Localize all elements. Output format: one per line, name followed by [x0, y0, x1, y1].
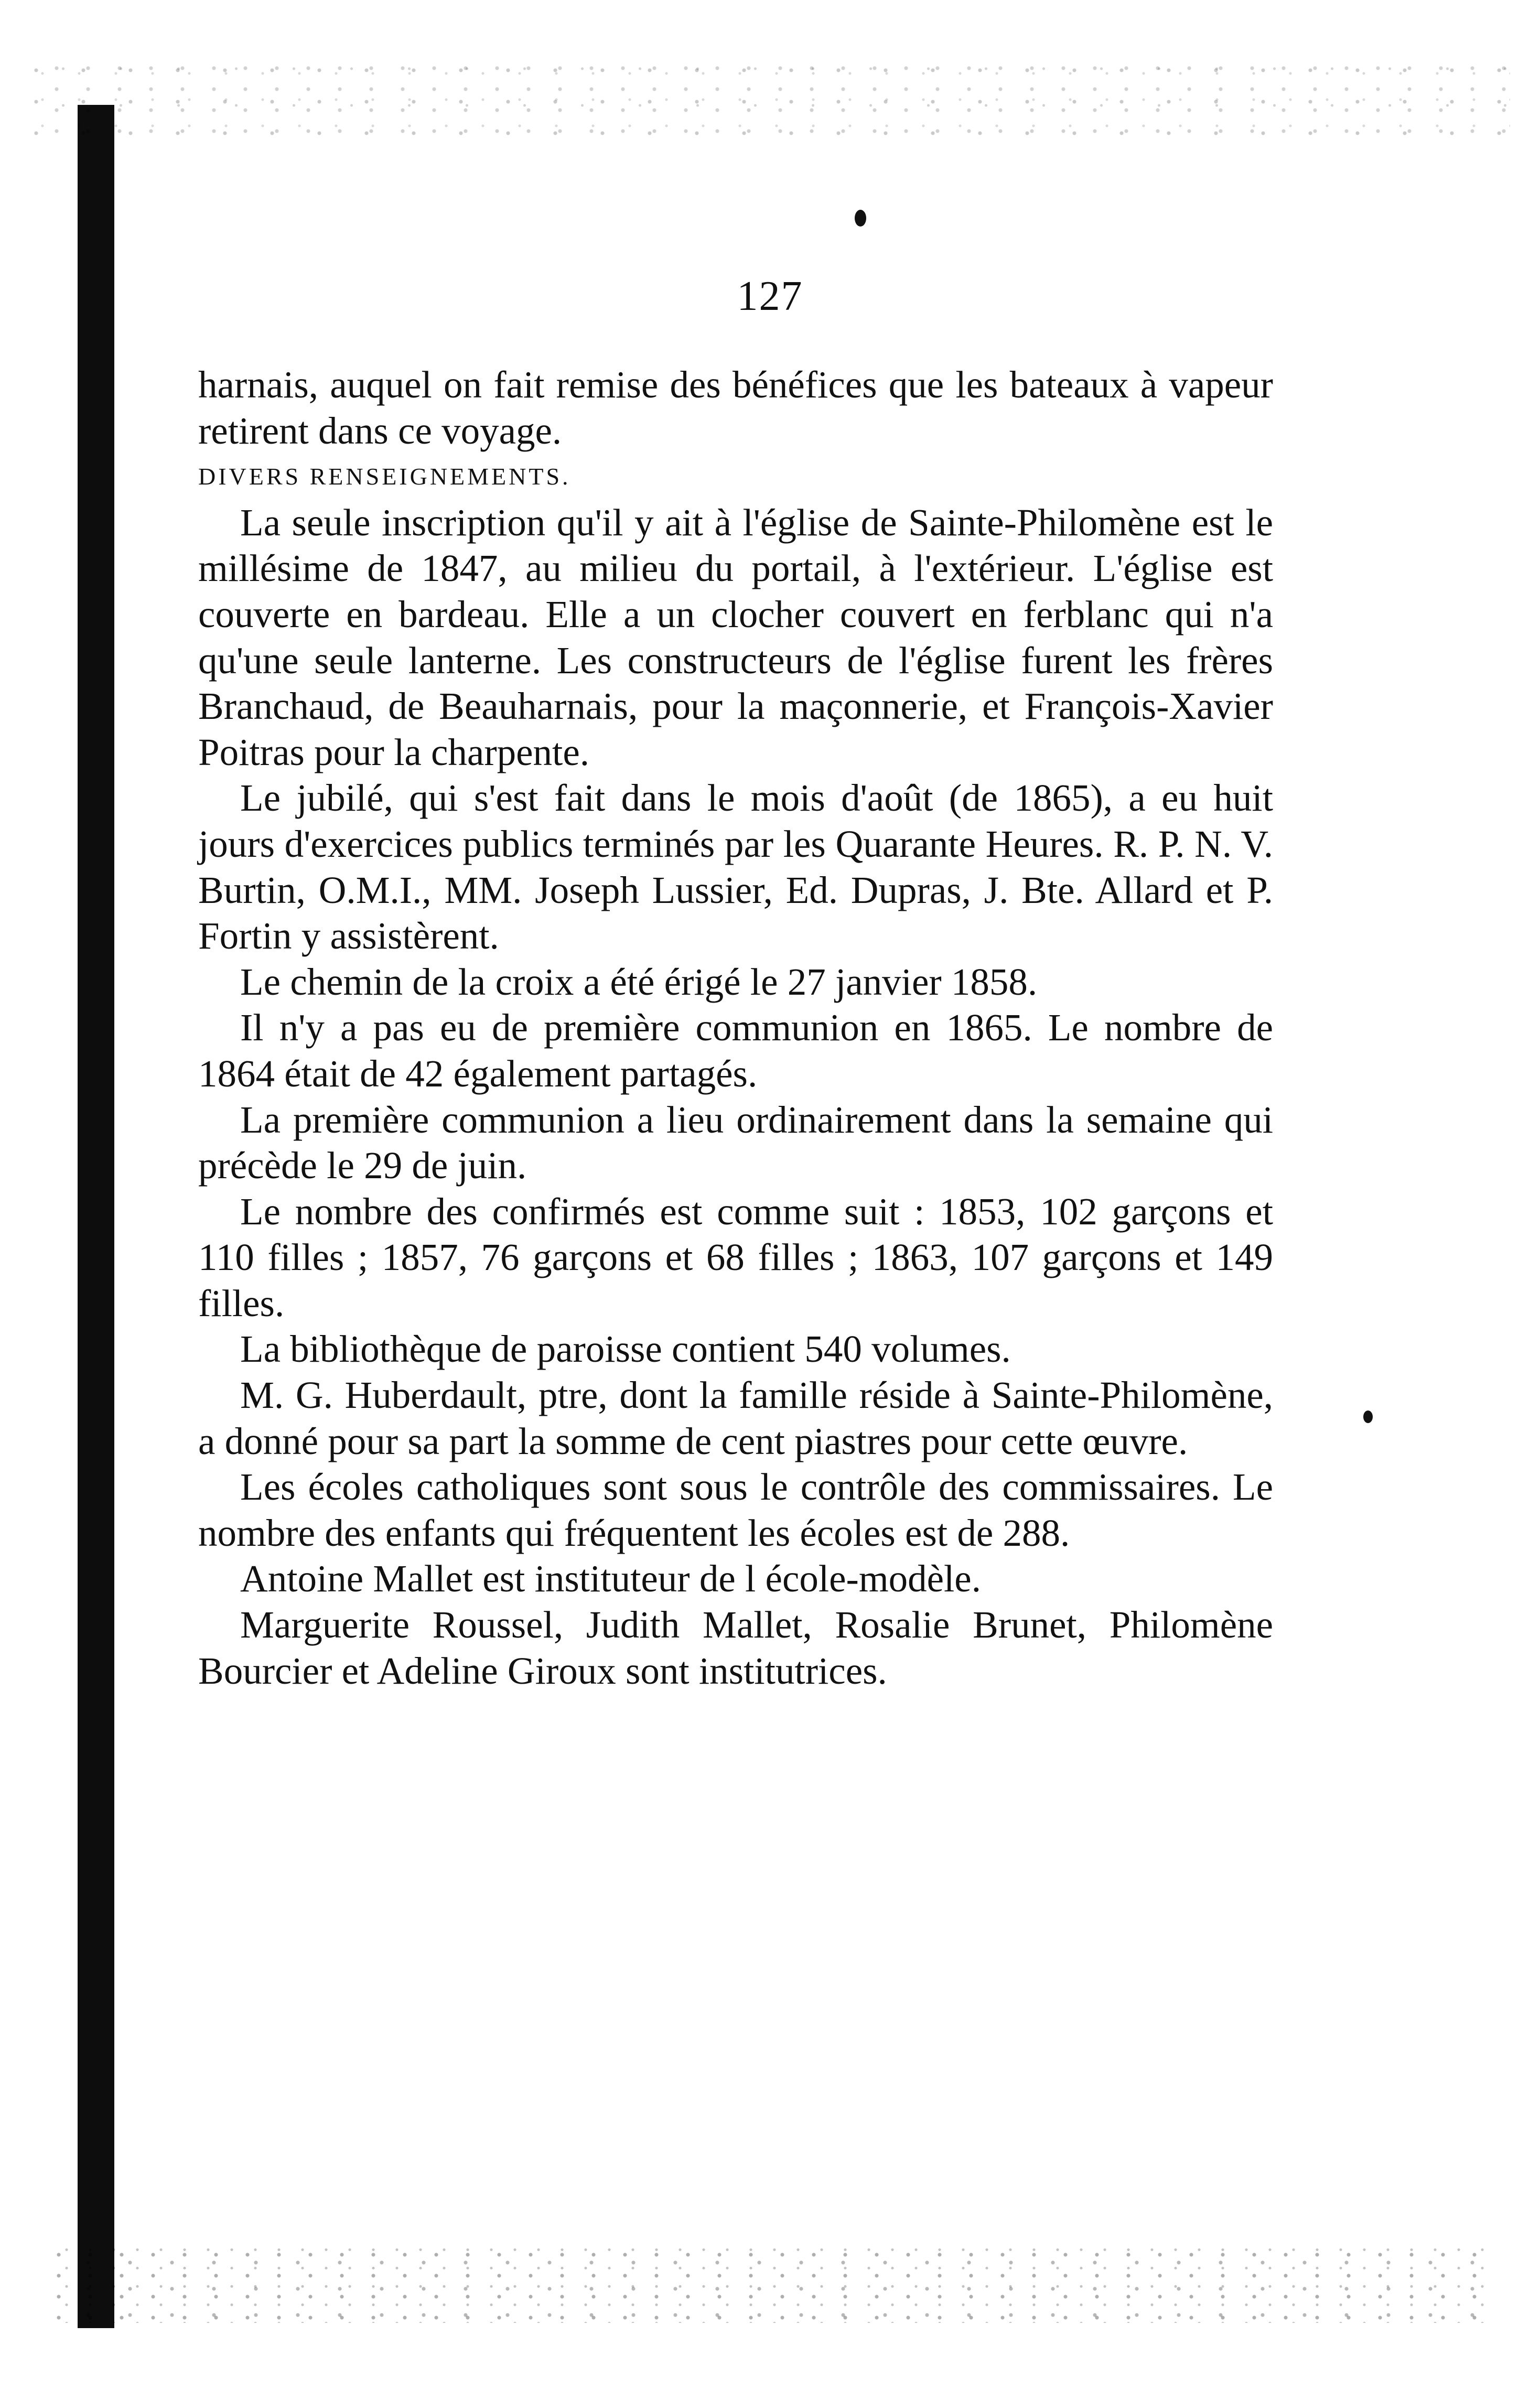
paragraph: Il n'y a pas eu de première communion en 1865. Le nombre de 1864 était de 42 également partagés. — [198, 1006, 1273, 1095]
scan-noise-bottom — [52, 2244, 1500, 2323]
scan-noise-top — [31, 58, 1510, 136]
paragraph: Le nombre des confirmés est comme suit : 1853, 102 garçons et 110 filles ; 1857, 76 garçons et 68 filles ; 1863, 107 garçons et 149 filles. — [198, 1190, 1273, 1325]
paragraph: Le jubilé, qui s'est fait dans le mois d'août (de 1865), a eu huit jours d'exercices publics terminés par les Quarante Heures. R. P. N. V. Burtin, O.M.I., MM. Joseph Lussier, Ed. Dupras, J. Bte. Allard et P. Fortin y assistèrent. — [198, 777, 1273, 957]
paragraph: Antoine Mallet est instituteur de l école-modèle. — [240, 1557, 981, 1600]
paragraph-continuation: harnais, auquel on fait remise des bénéfices que les bateaux à vapeur retirent dans ce voyage. — [198, 363, 1273, 452]
paragraph: La première communion a lieu ordinairement dans la semaine qui précède le 29 de juin. — [198, 1098, 1273, 1187]
page-body — [198, 362, 1273, 1694]
paragraph: La seule inscription qu'il y ait à l'église de Sainte-Philomène est le millésime de 1847, au milieu du portail, à l'extérieur. L'église est couverte en bardeau. Elle a un clocher couvert en ferblanc qui n'a qu'une seule lanterne. Les constructeurs de l'église furent les frères Branchaud, de Beauharnais, pour la maçonnerie, et François-Xavier Poitras pour la charpente. — [198, 501, 1273, 773]
page-number: 127 — [737, 273, 803, 319]
paragraph: Marguerite Roussel, Judith Mallet, Rosalie Brunet, Philomène Bourcier et Adeline Giroux sont institutrices. — [198, 1603, 1273, 1692]
paragraph: Le chemin de la croix a été érigé le 27 janvier 1858. — [240, 960, 1038, 1003]
ink-spot — [855, 210, 866, 227]
section-heading: DIVERS RENSEIGNEMENTS. — [198, 463, 571, 490]
paragraph: Les écoles catholiques sont sous le contrôle des commissaires. Le nombre des enfants qui fréquentent les écoles est de 288. — [198, 1466, 1273, 1554]
ink-spot — [1363, 1411, 1373, 1423]
paragraph: La bibliothèque de paroisse contient 540 volumes. — [240, 1328, 1011, 1371]
page-binding-shadow — [78, 105, 114, 2328]
paragraph: M. G. Huberdault, ptre, dont la famille réside à Sainte-Philomène, a donné pour sa part la somme de cent piastres pour cette œuvre. — [198, 1374, 1273, 1462]
